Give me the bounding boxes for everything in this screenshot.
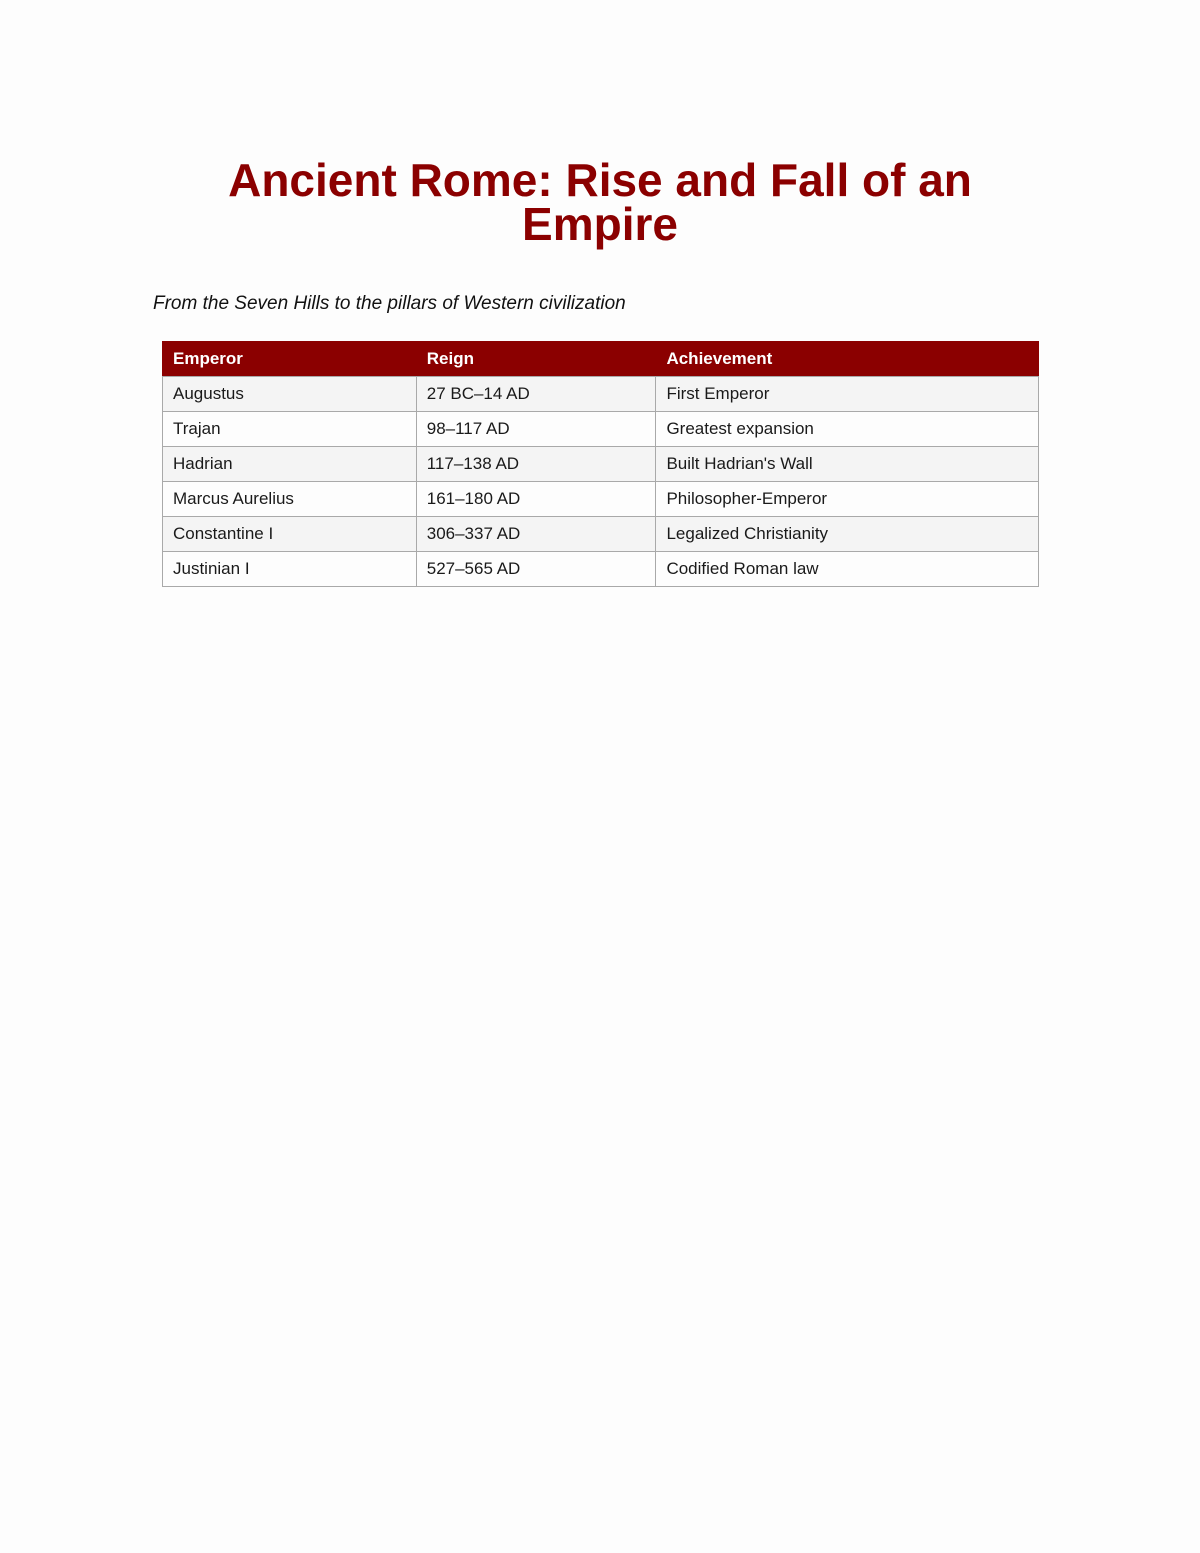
page-title: Ancient Rome: Rise and Fall of an Empire: [228, 154, 972, 250]
table-row: [163, 482, 1039, 517]
table-row: [163, 517, 1039, 552]
cell-reign: 527–565 AD: [416, 552, 656, 587]
table-header-row: [163, 342, 1039, 377]
cell-emperor: Hadrian: [163, 447, 417, 482]
cell-reign: 117–138 AD: [416, 447, 656, 482]
cell-emperor: Marcus Aurelius: [163, 482, 417, 517]
table-row: [163, 412, 1039, 447]
emperors-table: [162, 341, 1039, 587]
cell-achievement: Codified Roman law: [656, 552, 1039, 587]
cell-emperor: Justinian I: [163, 552, 417, 587]
cell-reign: 161–180 AD: [416, 482, 656, 517]
cell-achievement: Legalized Christianity: [656, 517, 1039, 552]
page-subtitle: From the Seven Hills to the pillars of Western civilization: [153, 293, 626, 314]
cell-emperor: Constantine I: [163, 517, 417, 552]
cell-reign: 306–337 AD: [416, 517, 656, 552]
cell-emperor: Augustus: [163, 377, 417, 412]
table-row: [163, 552, 1039, 587]
table-body: [163, 377, 1039, 587]
column-header-reign: Reign: [416, 342, 656, 377]
cell-achievement: First Emperor: [656, 377, 1039, 412]
column-header-emperor: Emperor: [163, 342, 417, 377]
cell-emperor: Trajan: [163, 412, 417, 447]
table-header: [163, 342, 1039, 377]
column-header-achievement: Achievement: [656, 342, 1039, 377]
cell-reign: 27 BC–14 AD: [416, 377, 656, 412]
table-row: [163, 377, 1039, 412]
cell-achievement: Philosopher-Emperor: [656, 482, 1039, 517]
cell-achievement: Greatest expansion: [656, 412, 1039, 447]
cell-reign: 98–117 AD: [416, 412, 656, 447]
table-row: [163, 447, 1039, 482]
cell-achievement: Built Hadrian's Wall: [656, 447, 1039, 482]
